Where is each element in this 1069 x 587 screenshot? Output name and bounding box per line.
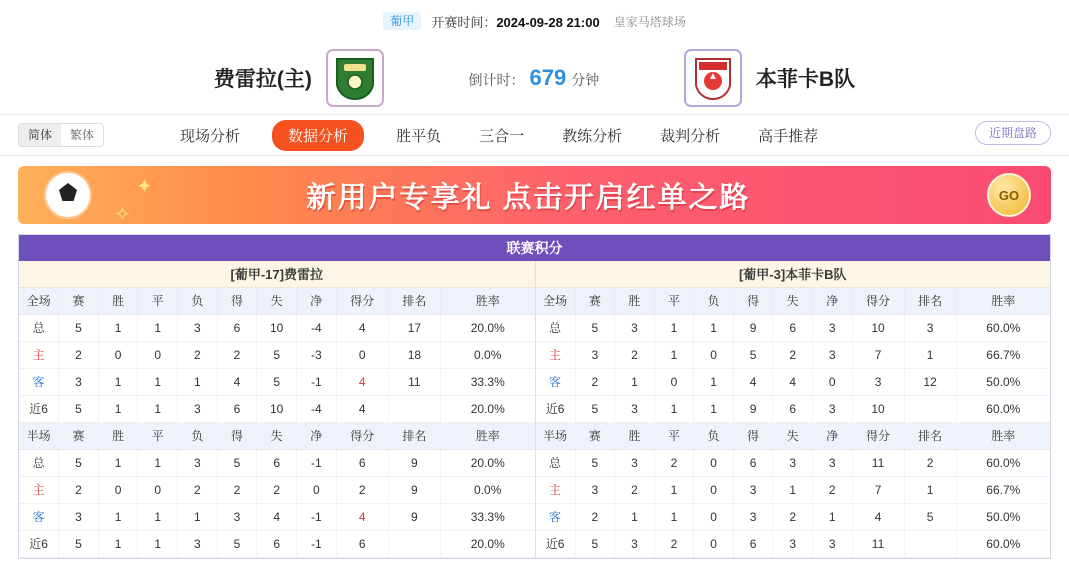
cell: 2 xyxy=(654,449,694,476)
tab-coach-analysis[interactable]: 教练分析 xyxy=(562,127,623,145)
th-rank: 排名 xyxy=(388,422,440,449)
th-points: 得分 xyxy=(852,288,904,314)
th-win-rate: 胜率 xyxy=(956,288,1050,314)
cell: 3 xyxy=(178,530,218,557)
cell: 2 xyxy=(654,530,694,557)
th-scope: 全场 xyxy=(19,288,59,314)
th-played: 赛 xyxy=(575,422,615,449)
cell: 5 xyxy=(59,395,99,422)
table-row xyxy=(19,449,535,476)
th-win: 胜 xyxy=(615,288,655,314)
table-subheader-row xyxy=(536,422,1051,449)
cell: 3 xyxy=(773,449,813,476)
cell: 33.3% xyxy=(440,368,534,395)
cell: 5 xyxy=(257,368,297,395)
home-team-crest-icon xyxy=(326,49,384,107)
cell: 0 xyxy=(654,368,694,395)
cell: 3 xyxy=(178,314,218,341)
cell: 1 xyxy=(178,503,218,530)
cell: 0 xyxy=(694,530,734,557)
cell: 33.3% xyxy=(440,503,534,530)
th-loss: 负 xyxy=(178,288,218,314)
cell: 11 xyxy=(388,368,440,395)
standings-title: 联赛积分 xyxy=(19,235,1050,261)
cell: 3 xyxy=(812,341,852,368)
cell-scope: 主 xyxy=(536,341,576,368)
away-team[interactable] xyxy=(684,49,855,107)
cell: 1 xyxy=(138,530,178,557)
table-row xyxy=(19,341,535,368)
cell: 1 xyxy=(694,314,734,341)
th-draw: 平 xyxy=(138,288,178,314)
cell-scope: 客 xyxy=(536,503,576,530)
table-row xyxy=(536,368,1051,395)
tab-data-analysis[interactable]: 数据分析 xyxy=(272,120,364,151)
cell: 5 xyxy=(217,530,257,557)
countdown-value: 679 xyxy=(529,65,567,90)
cell: 1 xyxy=(98,395,138,422)
cell: 1 xyxy=(98,503,138,530)
lang-traditional[interactable]: 繁体 xyxy=(61,124,103,146)
cell-scope: 近6 xyxy=(536,395,576,422)
cell-scope: 总 xyxy=(19,314,59,341)
th-played: 赛 xyxy=(59,422,99,449)
cell-scope: 近6 xyxy=(19,395,59,422)
th-goals-against: 失 xyxy=(773,422,813,449)
cell: 3 xyxy=(178,395,218,422)
cell xyxy=(388,530,440,557)
cell-scope: 主 xyxy=(536,476,576,503)
cell-scope: 总 xyxy=(536,449,576,476)
cell: 60.0% xyxy=(956,395,1050,422)
kickoff-info xyxy=(431,12,599,31)
cell: 60.0% xyxy=(956,449,1050,476)
promo-go-button[interactable]: GO xyxy=(987,173,1031,217)
cell: 60.0% xyxy=(956,530,1050,557)
tab-live-analysis[interactable]: 现场分析 xyxy=(180,127,241,145)
th-rank: 排名 xyxy=(388,288,440,314)
home-standings-subtitle: [葡甲-17]费雷拉 xyxy=(19,261,535,288)
cell: 5 xyxy=(575,395,615,422)
cell: 1 xyxy=(812,503,852,530)
cell: 12 xyxy=(904,368,956,395)
cell: 20.0% xyxy=(440,314,534,341)
cell: 1 xyxy=(904,476,956,503)
cell: 50.0% xyxy=(956,503,1050,530)
cell: 3 xyxy=(733,476,773,503)
cell: 0.0% xyxy=(440,476,534,503)
table-header-row xyxy=(19,288,535,314)
cell-scope: 主 xyxy=(19,341,59,368)
away-standings-subtitle: [葡甲-3]本菲卡B队 xyxy=(536,261,1051,288)
cell: 3 xyxy=(59,503,99,530)
cell: 1 xyxy=(694,395,734,422)
home-team[interactable] xyxy=(214,49,384,107)
tab-win-draw-loss[interactable]: 胜平负 xyxy=(396,127,442,145)
cell-scope: 客 xyxy=(19,503,59,530)
kickoff-label: 开赛时间： xyxy=(431,14,497,30)
cell: 20.0% xyxy=(440,449,534,476)
cell: 0 xyxy=(98,476,138,503)
table-row xyxy=(536,395,1051,422)
cell: 3 xyxy=(615,449,655,476)
cell: 2 xyxy=(812,476,852,503)
cell: 7 xyxy=(852,341,904,368)
th-win-rate: 胜率 xyxy=(440,288,534,314)
cell: 1 xyxy=(138,503,178,530)
cell: 10 xyxy=(257,395,297,422)
lang-simplified[interactable]: 简体 xyxy=(19,124,61,146)
cell: 4 xyxy=(733,368,773,395)
th-goals-for: 得 xyxy=(733,288,773,314)
away-standings xyxy=(535,261,1051,558)
cell: 2 xyxy=(904,449,956,476)
th-goal-diff: 净 xyxy=(296,288,336,314)
cell: 6 xyxy=(217,395,257,422)
cell: 4 xyxy=(336,503,388,530)
table-row xyxy=(536,314,1051,341)
countdown xyxy=(384,65,684,91)
cell-scope: 客 xyxy=(536,368,576,395)
home-standings xyxy=(19,261,535,558)
cell: 4 xyxy=(852,503,904,530)
standings-split xyxy=(19,261,1050,558)
cell: 7 xyxy=(852,476,904,503)
th-goal-diff: 净 xyxy=(812,422,852,449)
cell: -1 xyxy=(296,503,336,530)
cell: 0 xyxy=(694,341,734,368)
countdown-label: 倒计时： xyxy=(468,72,525,88)
table-row xyxy=(19,476,535,503)
cell: 10 xyxy=(852,314,904,341)
cell: 5 xyxy=(575,530,615,557)
cell: 50.0% xyxy=(956,368,1050,395)
nav-items xyxy=(174,120,824,151)
cell: 3 xyxy=(812,449,852,476)
cell: 0 xyxy=(694,476,734,503)
cell: 2 xyxy=(217,476,257,503)
th-loss: 负 xyxy=(694,288,734,314)
cell: 1 xyxy=(694,368,734,395)
cell: 6 xyxy=(773,395,813,422)
cell: 1 xyxy=(138,395,178,422)
cell: 3 xyxy=(852,368,904,395)
cell: -4 xyxy=(296,314,336,341)
home-team-name: 费雷拉(主) xyxy=(213,68,312,91)
th-played: 赛 xyxy=(59,288,99,314)
cell: 9 xyxy=(733,314,773,341)
cell: 3 xyxy=(812,530,852,557)
cell-scope: 客 xyxy=(19,368,59,395)
cell: 3 xyxy=(217,503,257,530)
cell: 3 xyxy=(812,395,852,422)
th-win: 胜 xyxy=(98,422,138,449)
cell-scope: 总 xyxy=(19,449,59,476)
th-goals-against: 失 xyxy=(773,288,813,314)
cell: 4 xyxy=(773,368,813,395)
cell: 0 xyxy=(336,341,388,368)
kickoff-value: 2024-09-28 21:00 xyxy=(496,14,600,30)
cell: 0 xyxy=(694,449,734,476)
th-goals-for: 得 xyxy=(217,422,257,449)
soccer-ball-icon xyxy=(46,173,90,217)
cell: 4 xyxy=(336,314,388,341)
cell: 2 xyxy=(178,476,218,503)
cell: 5 xyxy=(217,449,257,476)
th-draw: 平 xyxy=(654,422,694,449)
cell: 6 xyxy=(257,530,297,557)
cell: 66.7% xyxy=(956,476,1050,503)
cell: 3 xyxy=(59,368,99,395)
cell: 4 xyxy=(217,368,257,395)
th-draw: 平 xyxy=(138,422,178,449)
cell: 3 xyxy=(615,530,655,557)
cell: 3 xyxy=(733,503,773,530)
cell: 17 xyxy=(388,314,440,341)
language-toggle[interactable] xyxy=(18,123,104,147)
table-header-row xyxy=(536,288,1051,314)
away-team-name: 本菲卡B队 xyxy=(755,68,856,91)
cell: 2 xyxy=(575,503,615,530)
cell: 5 xyxy=(59,449,99,476)
table-row xyxy=(19,368,535,395)
cell: 2 xyxy=(178,341,218,368)
cell-scope: 近6 xyxy=(536,530,576,557)
cell: 9 xyxy=(388,476,440,503)
venue-label: 皇家马塔球场 xyxy=(613,14,686,29)
th-win-rate: 胜率 xyxy=(956,422,1050,449)
cell: 3 xyxy=(812,314,852,341)
cell xyxy=(904,395,956,422)
th-win: 胜 xyxy=(615,422,655,449)
cell: 5 xyxy=(257,341,297,368)
cell: 6 xyxy=(773,314,813,341)
cell: 9 xyxy=(733,395,773,422)
th-goals-for: 得 xyxy=(217,288,257,314)
cell: 3 xyxy=(615,314,655,341)
cell: 20.0% xyxy=(440,395,534,422)
cell: 10 xyxy=(257,314,297,341)
cell: 0.0% xyxy=(440,341,534,368)
cell: 1 xyxy=(654,314,694,341)
tab-expert-picks[interactable]: 高手推荐 xyxy=(758,127,819,145)
th-draw: 平 xyxy=(654,288,694,314)
away-standings-table xyxy=(536,288,1051,558)
th-goal-diff: 净 xyxy=(812,288,852,314)
th-loss: 负 xyxy=(694,422,734,449)
table-row xyxy=(19,395,535,422)
cell: 4 xyxy=(336,368,388,395)
away-team-crest-icon xyxy=(684,49,742,107)
cell: 1 xyxy=(178,368,218,395)
table-subheader-row xyxy=(19,422,535,449)
cell: 1 xyxy=(615,503,655,530)
table-row xyxy=(19,530,535,557)
cell: 11 xyxy=(852,449,904,476)
countdown-unit: 分钟 xyxy=(571,72,600,88)
th-played: 赛 xyxy=(575,288,615,314)
cell: 1 xyxy=(654,395,694,422)
cell: -1 xyxy=(296,368,336,395)
cell: 0 xyxy=(138,341,178,368)
cell: -4 xyxy=(296,395,336,422)
main-nav xyxy=(0,114,1069,156)
cell: 5 xyxy=(575,314,615,341)
cell: -1 xyxy=(296,449,336,476)
cell: 2 xyxy=(575,368,615,395)
cell: 2 xyxy=(217,341,257,368)
home-standings-table xyxy=(19,288,535,558)
cell: 3 xyxy=(575,341,615,368)
cell: 6 xyxy=(217,314,257,341)
cell: 2 xyxy=(59,341,99,368)
cell: 2 xyxy=(773,503,813,530)
recent-odds-button[interactable]: 近期盘路 xyxy=(975,121,1051,145)
th-goals-against: 失 xyxy=(257,422,297,449)
cell: 2 xyxy=(773,341,813,368)
cell: 5 xyxy=(733,341,773,368)
table-row xyxy=(536,503,1051,530)
cell: 5 xyxy=(59,530,99,557)
th-win-rate: 胜率 xyxy=(440,422,534,449)
cell-scope: 总 xyxy=(536,314,576,341)
th-points: 得分 xyxy=(852,422,904,449)
table-row xyxy=(536,476,1051,503)
sparkle-icon: ✦ xyxy=(136,176,153,198)
cell-scope: 主 xyxy=(19,476,59,503)
cell: 60.0% xyxy=(956,314,1050,341)
cell: 3 xyxy=(178,449,218,476)
promo-banner-text: 新用户专享礼 点击开启红单之路 xyxy=(306,181,751,214)
cell: 1 xyxy=(98,314,138,341)
cell: 3 xyxy=(773,530,813,557)
sparkle-icon: ✧ xyxy=(114,204,131,224)
th-goal-diff: 净 xyxy=(296,422,336,449)
cell: 10 xyxy=(852,395,904,422)
th-scope: 全场 xyxy=(536,288,576,314)
cell-scope: 近6 xyxy=(19,530,59,557)
cell: 0 xyxy=(98,341,138,368)
cell: 1 xyxy=(654,503,694,530)
cell: 1 xyxy=(904,341,956,368)
cell: 0 xyxy=(694,503,734,530)
table-row xyxy=(536,341,1051,368)
cell: 1 xyxy=(654,476,694,503)
th-goals-against: 失 xyxy=(257,288,297,314)
cell: 11 xyxy=(852,530,904,557)
cell: 9 xyxy=(388,503,440,530)
teams-row xyxy=(0,42,1069,114)
cell: -1 xyxy=(296,530,336,557)
th-points: 得分 xyxy=(336,422,388,449)
tab-three-in-one[interactable]: 三合一 xyxy=(479,127,525,145)
cell: 2 xyxy=(257,476,297,503)
table-row xyxy=(19,314,535,341)
cell: 6 xyxy=(733,530,773,557)
league-badge: 葡甲 xyxy=(383,12,421,30)
cell: 3 xyxy=(904,314,956,341)
cell: 3 xyxy=(575,476,615,503)
th-rank: 排名 xyxy=(904,422,956,449)
cell: 0 xyxy=(812,368,852,395)
cell: 1 xyxy=(615,368,655,395)
cell: 6 xyxy=(336,449,388,476)
cell: -3 xyxy=(296,341,336,368)
cell: 20.0% xyxy=(440,530,534,557)
cell: 2 xyxy=(615,341,655,368)
cell xyxy=(388,395,440,422)
table-row xyxy=(19,503,535,530)
cell: 4 xyxy=(336,395,388,422)
cell: 2 xyxy=(615,476,655,503)
cell: 0 xyxy=(138,476,178,503)
cell xyxy=(904,530,956,557)
th-rank: 排名 xyxy=(904,288,956,314)
cell: 1 xyxy=(138,449,178,476)
cell: 1 xyxy=(98,530,138,557)
cell: 0 xyxy=(296,476,336,503)
cell: 66.7% xyxy=(956,341,1050,368)
cell: 1 xyxy=(98,449,138,476)
th-points: 得分 xyxy=(336,288,388,314)
th-loss: 负 xyxy=(178,422,218,449)
th-scope: 半场 xyxy=(536,422,576,449)
table-row xyxy=(536,449,1051,476)
cell: 2 xyxy=(59,476,99,503)
th-win: 胜 xyxy=(98,288,138,314)
promo-banner[interactable] xyxy=(18,166,1051,224)
cell: 1 xyxy=(138,368,178,395)
cell: 3 xyxy=(615,395,655,422)
standings-panel xyxy=(18,234,1051,559)
cell: 2 xyxy=(336,476,388,503)
cell: 6 xyxy=(733,449,773,476)
cell: 1 xyxy=(98,368,138,395)
cell: 5 xyxy=(59,314,99,341)
cell: 1 xyxy=(138,314,178,341)
cell: 5 xyxy=(904,503,956,530)
tab-referee-analysis[interactable]: 裁判分析 xyxy=(660,127,721,145)
cell: 1 xyxy=(654,341,694,368)
cell: 6 xyxy=(257,449,297,476)
cell: 5 xyxy=(575,449,615,476)
th-scope: 半场 xyxy=(19,422,59,449)
nav-right xyxy=(975,124,1051,142)
cell: 18 xyxy=(388,341,440,368)
th-goals-for: 得 xyxy=(733,422,773,449)
table-row xyxy=(536,530,1051,557)
cell: 1 xyxy=(773,476,813,503)
match-header-bar xyxy=(0,0,1069,42)
cell: 9 xyxy=(388,449,440,476)
cell: 4 xyxy=(257,503,297,530)
cell: 6 xyxy=(336,530,388,557)
